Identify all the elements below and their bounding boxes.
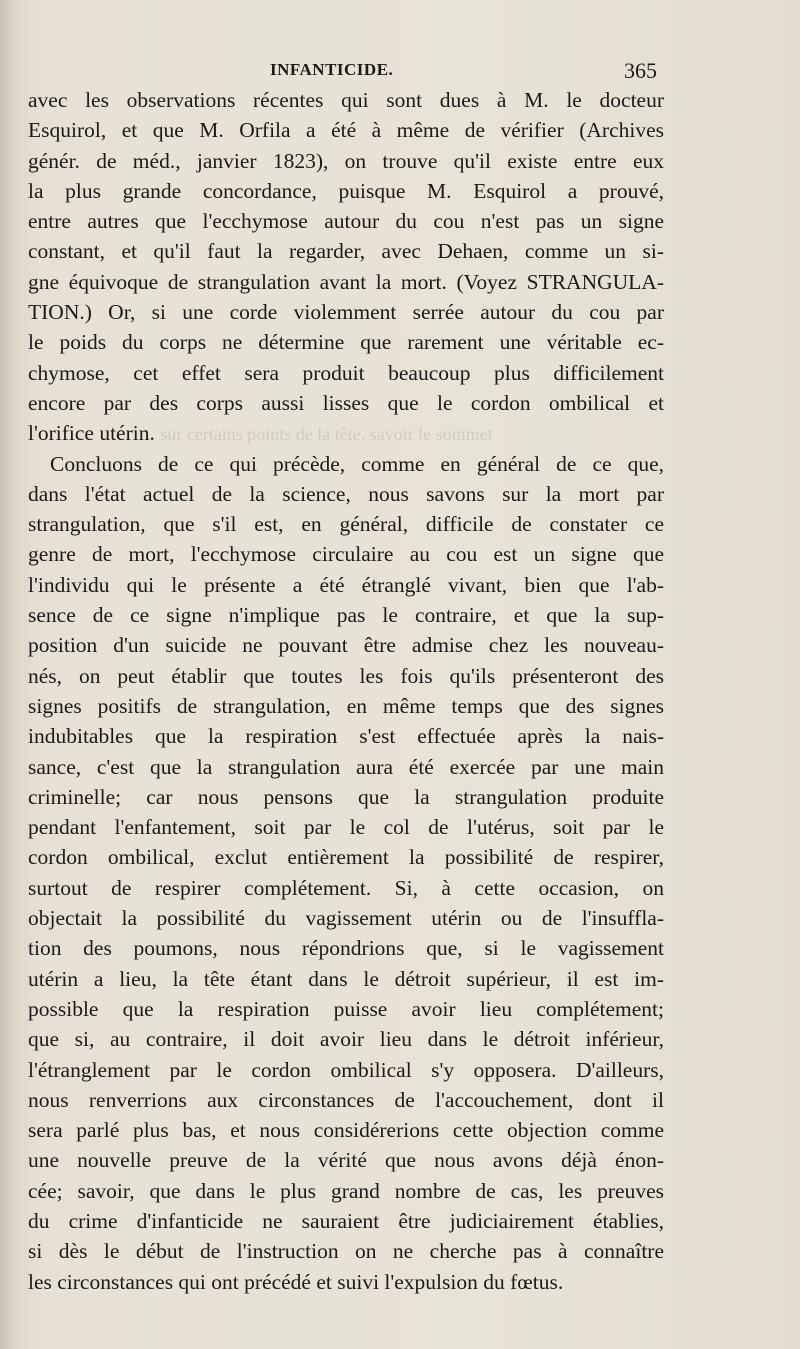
- text-line: génér. de méd., janvier 1823), on trouve qu'il existe entre eux: [28, 148, 664, 173]
- text-line: avec les observations récentes qui sont dues à M. le docteur: [28, 88, 664, 112]
- show-through-text: sur certains points de la tête, savoir le sommet: [160, 424, 493, 445]
- text-line: tion des poumons, nous répondrions que, si le vagissement: [28, 936, 664, 961]
- text-line: sance, c'est que la strangulation aura été exercée par une main: [28, 754, 664, 779]
- text-line: chymose, cet effet sera produit beaucoup plus difficilement: [28, 360, 664, 385]
- text-line: l'orifice utérin.: [28, 421, 155, 446]
- text-line: pendant l'enfantement, soit par le col de l'utérus, soit par le: [28, 815, 664, 840]
- text-line: entre autres que l'ecchymose autour du cou n'est pas un signe: [28, 209, 664, 234]
- text-line: objectait la possibilité du vagissement utérin ou de l'insuffla-: [28, 906, 664, 931]
- text-line: les circonstances qui ont précédé et suivi l'expulsion du fœtus.: [28, 1269, 564, 1294]
- body-text: [28, 85, 664, 1297]
- text-line: Esquirol, et que M. Orfila a été à même de vérifier (Archives: [28, 118, 664, 143]
- text-line: indubitables que la respiration s'est effectuée après la nais-: [28, 724, 664, 749]
- text-line: le poids du corps ne détermine que rarement une véritable ec-: [28, 330, 664, 355]
- paragraph-end-line: [28, 418, 664, 448]
- text-line: constant, et qu'il faut la regarder, avec Dehaen, comme un si-: [28, 239, 664, 264]
- text-line: si dès le début de l'instruction on ne cherche pas à connaître: [28, 1239, 664, 1264]
- page-header: [0, 58, 800, 88]
- running-title: INFANTICIDE.: [270, 60, 394, 79]
- text-line: nés, on peut établir que toutes les fois qu'ils présenteront des: [28, 663, 664, 688]
- text-line: sence de ce signe n'implique pas le contraire, et que la sup-: [28, 603, 664, 628]
- text-line: position d'un suicide ne pouvant être admise chez les nouveau-: [28, 633, 664, 658]
- text-line: surtout de respirer complétement. Si, à cette occasion, on: [28, 875, 664, 900]
- text-line: la plus grande concordance, puisque M. Esquirol a prouvé,: [28, 178, 664, 203]
- text-line: nous renverrions aux circonstances de l'accouchement, dont il: [28, 1087, 664, 1112]
- text-line: signes positifs de strangulation, en même temps que des signes: [28, 693, 664, 718]
- text-line: une nouvelle preuve de la vérité que nous avons déjà énon-: [28, 1148, 664, 1173]
- text-line: cordon ombilical, exclut entièrement la possibilité de respirer,: [28, 845, 664, 870]
- text-line: du crime d'infanticide ne sauraient être judiciairement établies,: [28, 1208, 664, 1233]
- text-line: gne équivoque de strangulation avant la mort. (Voyez STRANGULA-: [28, 269, 664, 294]
- text-line: TION.) Or, si une corde violemment serrée autour du cou par: [28, 300, 664, 325]
- text-line: que si, au contraire, il doit avoir lieu dans le détroit inférieur,: [28, 1027, 664, 1052]
- text-line: criminelle; car nous pensons que la strangulation produite: [28, 784, 664, 809]
- text-line: possible que la respiration puisse avoir lieu complétement;: [28, 996, 664, 1021]
- text-line: l'étranglement par le cordon ombilical s'y opposera. D'ailleurs,: [28, 1057, 664, 1082]
- text-line: encore par des corps aussi lisses que le cordon ombilical et: [28, 390, 664, 415]
- text-line: genre de mort, l'ecchymose circulaire au cou est un signe que: [28, 542, 664, 567]
- text-line: strangulation, que s'il est, en général, difficile de constater ce: [28, 512, 664, 537]
- text-line: dans l'état actuel de la science, nous savons sur la mort par: [28, 481, 664, 506]
- text-line: cée; savoir, que dans le plus grand nombre de cas, les preuves: [28, 1178, 664, 1203]
- text-line: sera parlé plus bas, et nous considérerions cette objection comme: [28, 1118, 664, 1143]
- text-line: l'individu qui le présente a été étranglé vivant, bien que l'ab-: [28, 572, 664, 597]
- text-line: Concluons de ce qui précède, comme en général de ce que,: [50, 451, 664, 476]
- page-number: 365: [624, 58, 657, 83]
- text-line: utérin a lieu, la tête étant dans le détroit supérieur, il est im-: [28, 966, 664, 991]
